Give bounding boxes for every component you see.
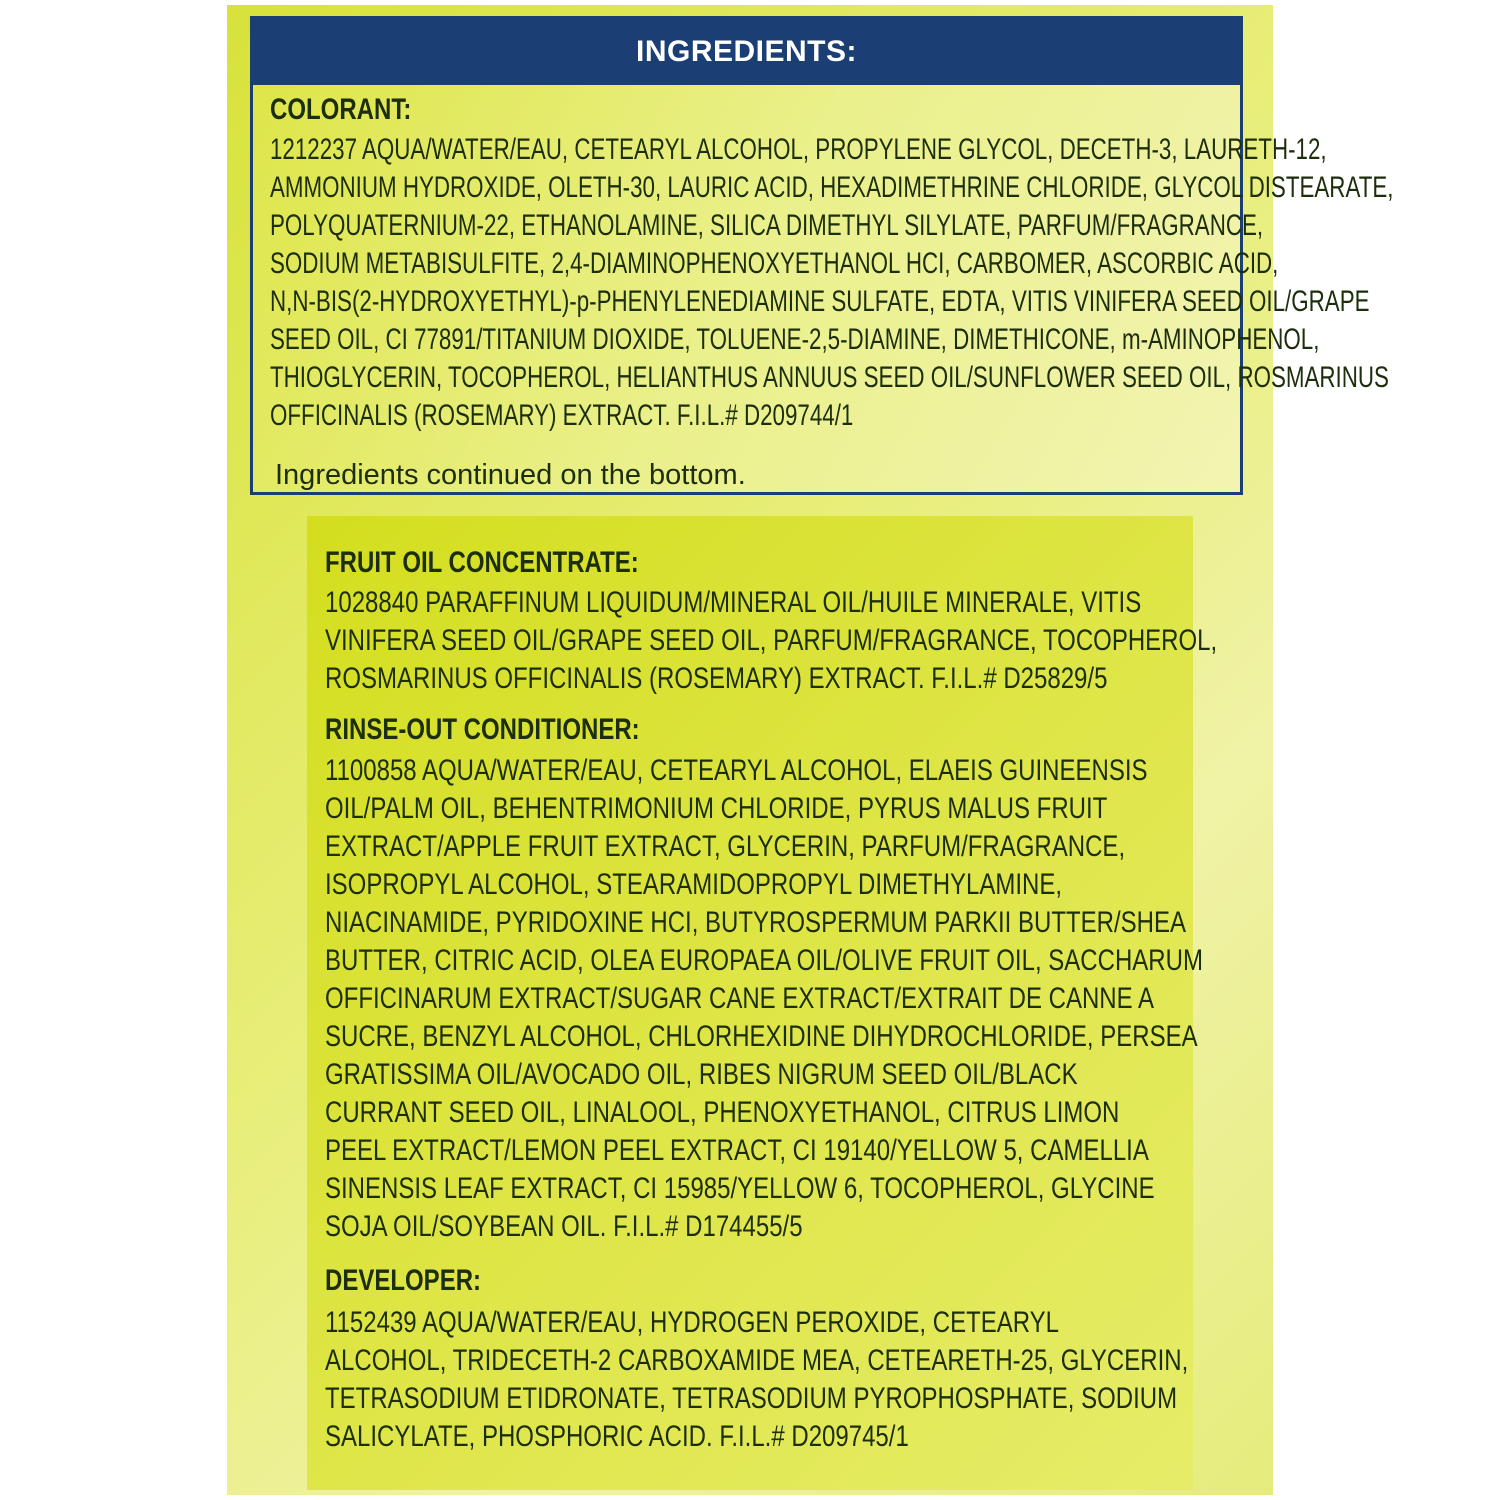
fruit-oil-line: 1028840 PARAFFINUM LIQUIDUM/MINERAL OIL/HUILE MINERALE, VITIS <box>325 586 1142 619</box>
colorant-title: COLORANT: <box>270 93 412 126</box>
conditioner-line: GRATISSIMA OIL/AVOCADO OIL, RIBES NIGRUM SEED OIL/BLACK <box>325 1058 1078 1091</box>
conditioner-line: OFFICINARUM EXTRACT/SUGAR CANE EXTRACT/EXTRAIT DE CANNE A <box>325 982 1154 1015</box>
colorant-text <box>270 131 1393 435</box>
continued-note: Ingredients continued on the bottom. <box>275 459 746 491</box>
conditioner-line: SUCRE, BENZYL ALCOHOL, CHLORHEXIDINE DIHYDROCHLORIDE, PERSEA <box>325 1020 1198 1053</box>
colorant-section <box>270 93 447 127</box>
colorant-line: SEED OIL, CI 77891/TITANIUM DIOXIDE, TOLUENE-2,5-DIAMINE, DIMETHICONE, m-AMINOPHENOL, <box>270 323 1320 356</box>
conditioner-line: BUTTER, CITRIC ACID, OLEA EUROPAEA OIL/OLIVE FRUIT OIL, SACCHARUM <box>325 944 1203 977</box>
ingredients-card-top <box>250 16 1394 495</box>
fruit-oil-section <box>325 546 717 580</box>
fruit-oil-line: ROSMARINUS OFFICINALIS (ROSEMARY) EXTRACT. F.I.L.# D25829/5 <box>325 662 1108 695</box>
developer-line: 1152439 AQUA/WATER/EAU, HYDROGEN PEROXIDE, CETEARYL <box>325 1306 1060 1339</box>
developer-line: ALCOHOL, TRIDECETH-2 CARBOXAMIDE MEA, CETEARETH-25, GLYCERIN, <box>325 1344 1189 1377</box>
conditioner-line: NIACINAMIDE, PYRIDOXINE HCI, BUTYROSPERMUM PARKII BUTTER/SHEA <box>325 906 1186 939</box>
ingredients-card-bottom <box>307 516 1218 1490</box>
conditioner-line: SOJA OIL/SOYBEAN OIL. F.I.L.# D174455/5 <box>325 1210 803 1243</box>
developer-line: TETRASODIUM ETIDRONATE, TETRASODIUM PYROPHOSPHATE, SODIUM <box>325 1382 1178 1415</box>
colorant-line: AMMONIUM HYDROXIDE, OLETH-30, LAURIC ACID, HEXADIMETHRINE CHLORIDE, GLYCOL DISTEARATE, <box>270 171 1394 204</box>
developer-section <box>325 1264 520 1298</box>
colorant-line: POLYQUATERNIUM-22, ETHANOLAMINE, SILICA DIMETHYL SILYLATE, PARFUM/FRAGRANCE, <box>270 209 1264 242</box>
fruit-oil-line: VINIFERA SEED OIL/GRAPE SEED OIL, PARFUM/FRAGRANCE, TOCOPHEROL, <box>325 624 1218 657</box>
colorant-line: SODIUM METABISULFITE, 2,4-DIAMINOPHENOXYETHANOL HCI, CARBOMER, ASCORBIC ACID, <box>270 247 1279 280</box>
conditioner-line: PEEL EXTRACT/LEMON PEEL EXTRACT, CI 19140/YELLOW 5, CAMELLIA <box>325 1134 1149 1167</box>
conditioner-text <box>325 752 1203 1246</box>
conditioner-line: CURRANT SEED OIL, LINALOOL, PHENOXYETHANOL, CITRUS LIMON <box>325 1096 1120 1129</box>
developer-text <box>325 1304 1188 1456</box>
fruit-oil-title: FRUIT OIL CONCENTRATE: <box>325 546 639 579</box>
colorant-line: N,N-BIS(2-HYDROXYETHYL)-p-PHENYLENEDIAMINE SULFATE, EDTA, VITIS VINIFERA SEED OIL/GRAPE <box>270 285 1370 318</box>
developer-line: SALICYLATE, PHOSPHORIC ACID. F.I.L.# D209745/1 <box>325 1420 909 1453</box>
colorant-line: THIOGLYCERIN, TOCOPHEROL, HELIANTHUS ANNUUS SEED OIL/SUNFLOWER SEED OIL, ROSMARINUS <box>270 361 1389 394</box>
ingredients-header: INGREDIENTS: <box>253 19 1240 85</box>
developer-title: DEVELOPER: <box>325 1264 482 1297</box>
colorant-line: OFFICINALIS (ROSEMARY) EXTRACT. F.I.L.# D209744/1 <box>270 399 854 432</box>
conditioner-title: RINSE-OUT CONDITIONER: <box>325 713 640 746</box>
fruit-oil-text <box>325 584 1217 698</box>
conditioner-line: EXTRACT/APPLE FRUIT EXTRACT, GLYCERIN, PARFUM/FRAGRANCE, <box>325 830 1126 863</box>
conditioner-line: 1100858 AQUA/WATER/EAU, CETEARYL ALCOHOL, ELAEIS GUINEENSIS <box>325 754 1148 787</box>
conditioner-line: ISOPROPYL ALCOHOL, STEARAMIDOPROPYL DIMETHYLAMINE, <box>325 868 1063 901</box>
colorant-line: 1212237 AQUA/WATER/EAU, CETEARYL ALCOHOL, PROPYLENE GLYCOL, DECETH-3, LAURETH-12, <box>270 133 1327 166</box>
conditioner-line: SINENSIS LEAF EXTRACT, CI 15985/YELLOW 6, TOCOPHEROL, GLYCINE <box>325 1172 1155 1205</box>
conditioner-section <box>325 713 718 747</box>
conditioner-line: OIL/PALM OIL, BEHENTRIMONIUM CHLORIDE, PYRUS MALUS FRUIT <box>325 792 1108 825</box>
